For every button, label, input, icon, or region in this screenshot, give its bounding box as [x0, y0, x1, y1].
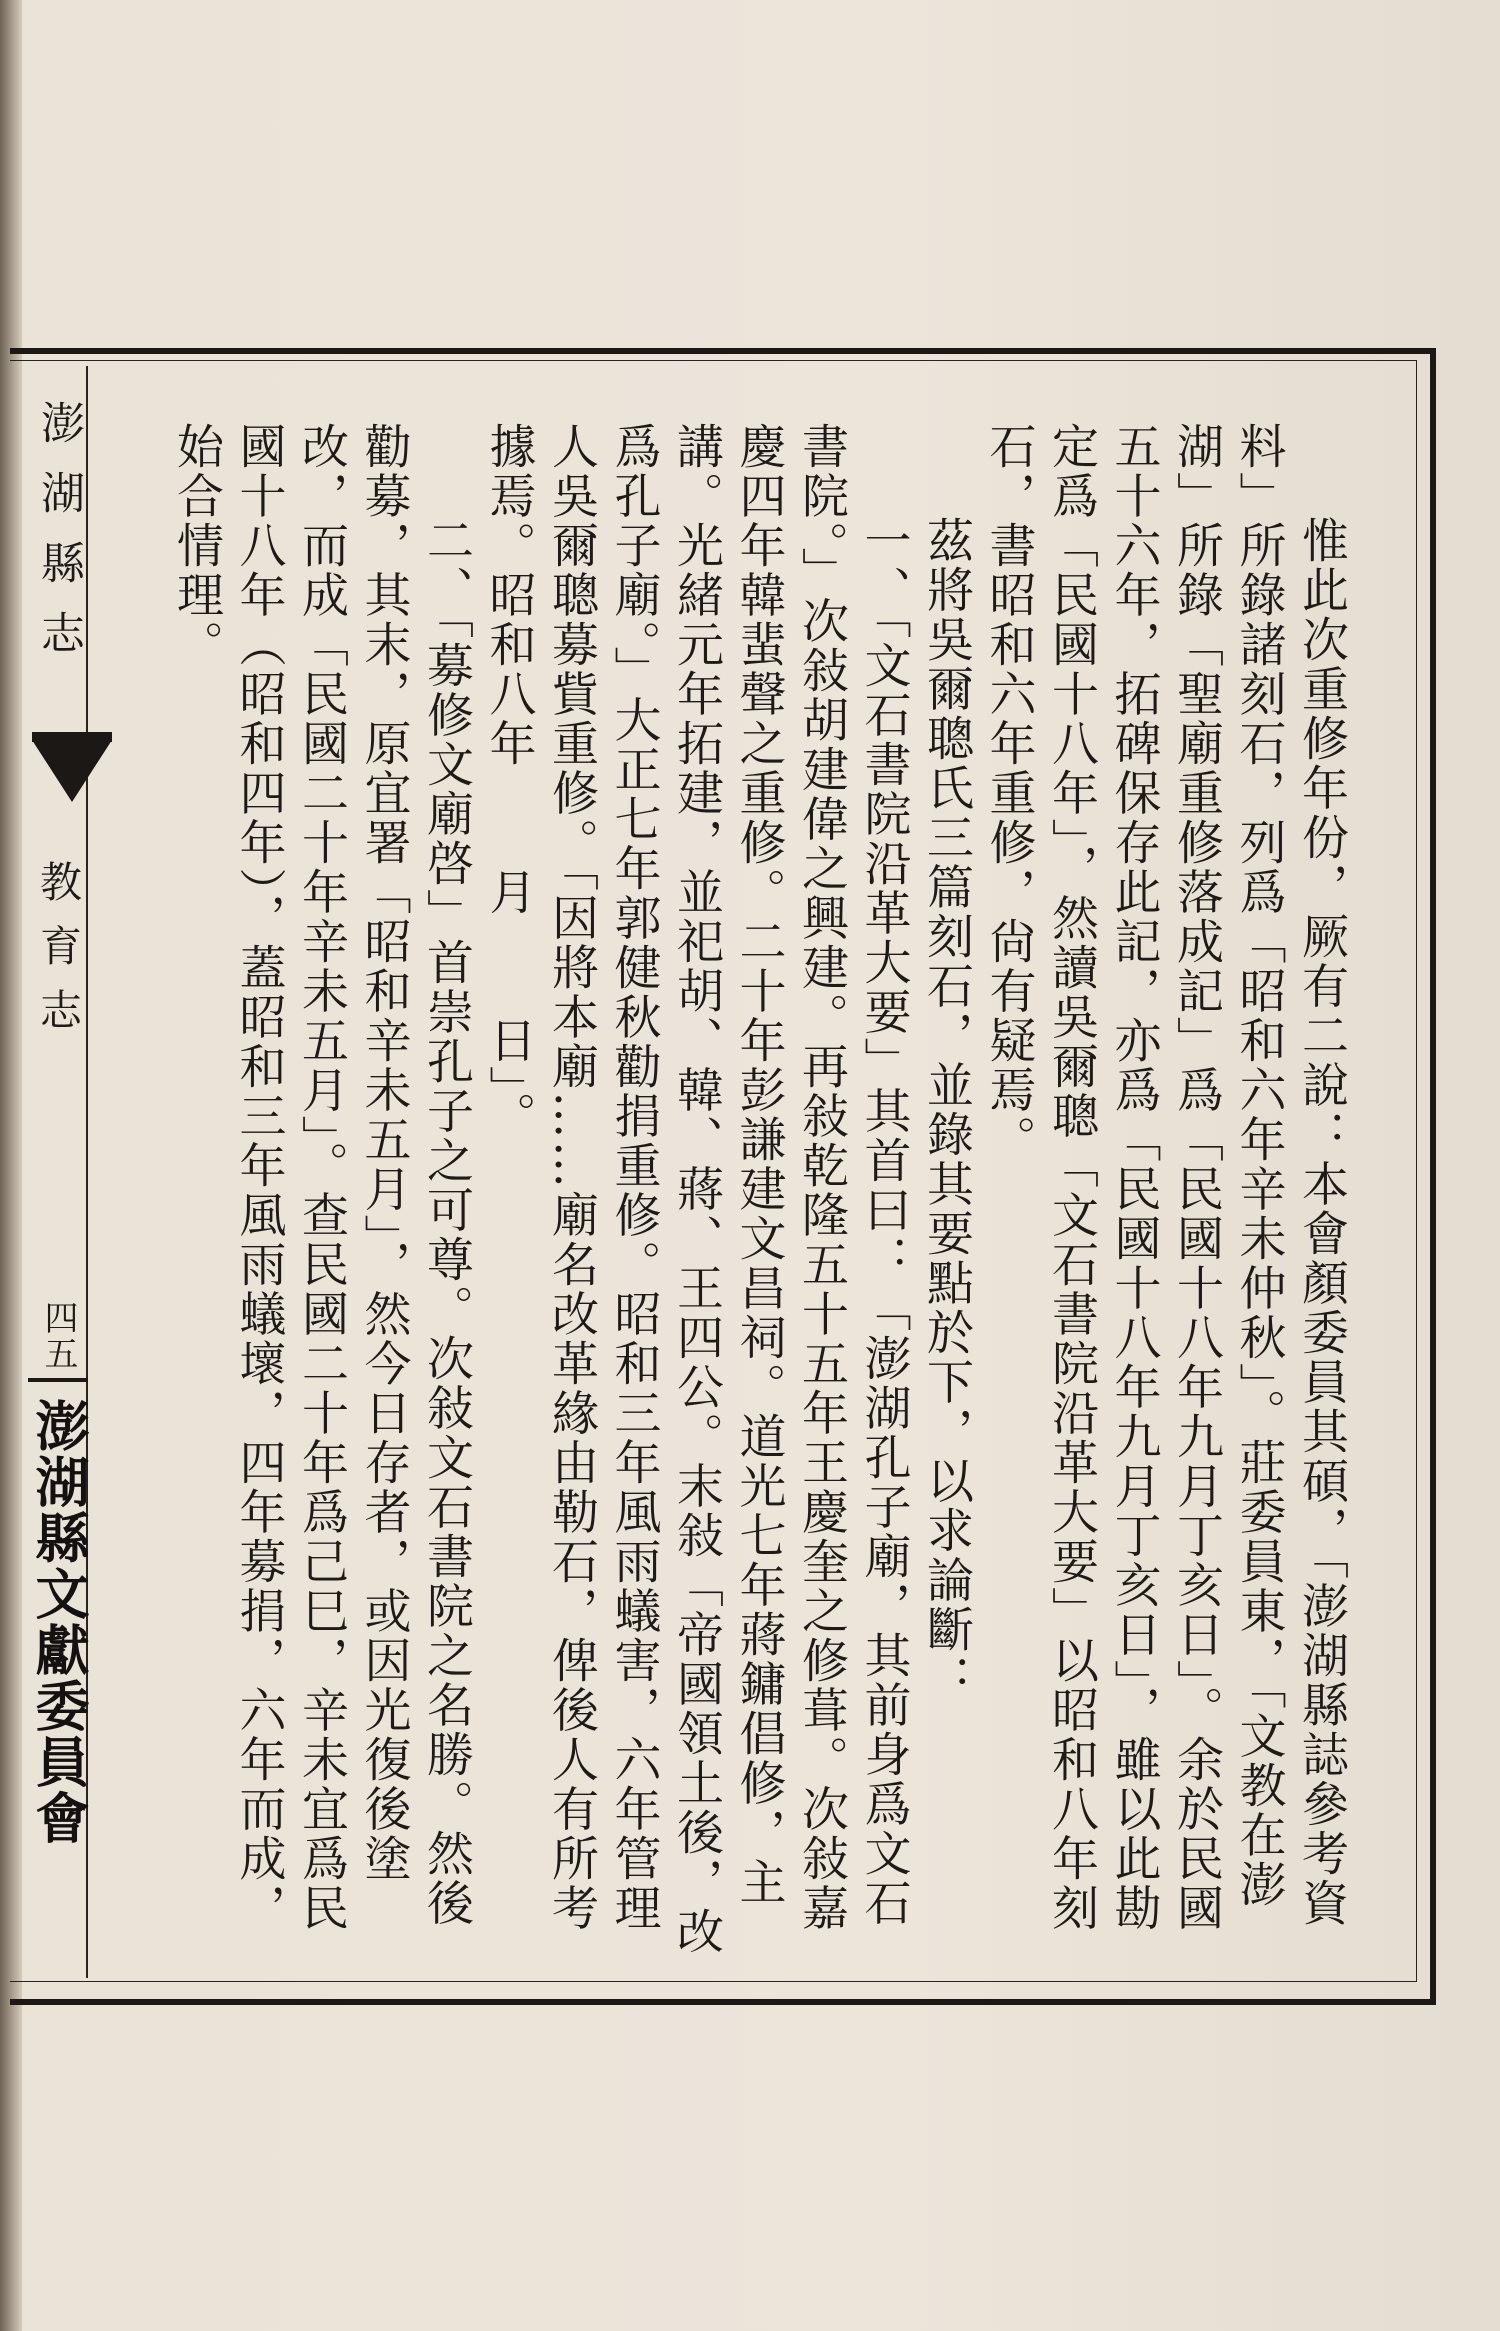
page-number-rule: [28, 1378, 88, 1382]
publisher-name: 澎湖縣文獻委員會: [27, 1398, 90, 1846]
paragraph-item-two: 二、「募修文廟啓」首崇孔子之可尊。次敍文石書院之名勝。然後勸募，其末，原宜署「昭和辛未五月」，然今日存者，或因光復後塗改，而成「民國二十年辛未五月」。查民國二十年爲己巳，辛未宜爲民國十八年（昭和四年），蓋昭和三年風雨蟻壞，四年募捐，六年而成，始合情理。: [169, 422, 474, 1933]
margin-column: [28, 380, 88, 1970]
paragraph-three-inscriptions: 茲將吳爾聰氏三篇刻石，並錄其要點於下，以求論斷：: [919, 516, 974, 1704]
page-number: 四五: [38, 1300, 78, 1372]
paragraph-revision-years: 惟此次重修年份，厥有二說：本會顏委員其碩，「澎湖縣誌參考資料」所錄諸刻石，列爲「昭和六年辛未仲秋」。莊委員東，「文教在澎湖」所錄「聖廟重修落成記」爲「民國十八年九月丁亥日」。余於民國五十六年，拓碑保存此記，亦爲「民國十八年九月丁亥日」，雖以此勘定爲「民國十八年」，然讀吳爾聰「文石書院沿革大要」以昭和八年刻石，書昭和六年重修，尙有疑焉。: [981, 422, 1349, 1933]
fish-tail-ornament: [32, 740, 112, 802]
section-title: 教育志: [34, 860, 83, 1052]
book-title: 澎湖縣志: [33, 400, 84, 680]
body-text: [112, 422, 1352, 1962]
paragraph-item-one: 一、「文石書院沿革大要」其首曰：「澎湖孔子廟，其前身爲文石書院。」次敍胡建偉之興建。再敍乾隆五十五年王慶奎之修葺。次敍嘉慶四年韓蜚聲之重修。二十年彭謙建文昌祠。道光七年蔣鏞倡修，主講。光緒元年拓建，並祀胡、韓、蔣、王四公。末敍「帝國領土後，改爲孔子廟。」大正七年郭健秋勸捐重修。昭和三年風雨蟻害，六年管理人吳爾聰募貲重修。「因將本廟……廟名改革緣由勒石，俾後人有所考據焉。昭和八年 月 日」。: [481, 422, 912, 1957]
